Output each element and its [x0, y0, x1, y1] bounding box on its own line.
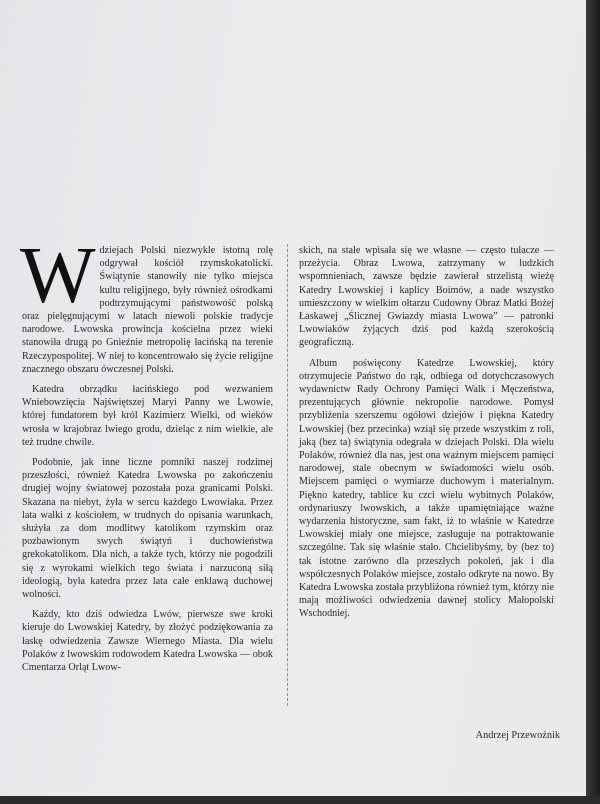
paragraph-3: Podobnie, jak inne liczne pomniki naszej rodzimej przeszłości, również Katedra Lwowska po zakończeniu drugiej wojny światowej pozostała poza granicami Polski. Skazana na niebyt, żyła w sercu każdego Lwowiaka. Przez lata walki z kościołem, w trudnych do opisania warunkach, służyła za dom modlitwy katolikom rzymskim oraz pozbawionym swych świątyń i duchowieństwa grekokatolikom. Dla nich, a także tych, którzy nie pogodzili się z wyrokami wielkich tego świata i narzuconą siłą ideologią, była katedra przez lata całe enklawą duchowej wolności. [22, 457, 273, 601]
paragraph-4: Każdy, kto dziś odwiedza Lwów, pierwsze swe kroki kieruje do Lwowskiej Katedry, by złożyć podziękowania za łaskę odwiedzenia Zawsze Wiernego Miasta. Dla wielu Polaków z lwowskim rodowodem Katedra Lwowska — obok Cmentarza Orląt Lwow- [22, 609, 273, 674]
page-edge [586, 0, 600, 804]
left-column [20, 232, 273, 681]
column-divider [287, 244, 288, 706]
paragraph-1-text: dziejach Polski niezwykle istotną rolę odgrywał kościół rzymskokatolicki. Świątynie stanowiły nie tylko miejsca kultu religijnego, były również ośrodkami podtrzymującymi państwowość polską oraz pielęgnującymi w latach niewoli polskie tradycje narodowe. Lwowska prowincja kościelna przez wieki stanowiła drugą po Gnieźnie metropolię łacińską na terenie Rzeczypospolitej. W niej to koncentrowało się życie religijne znacznego obszaru ówczesnej Polski. [22, 245, 273, 375]
author-signature: Andrzej Przewoźnik [475, 730, 560, 741]
paragraph-2: Katedra obrządku łacińskiego pod wezwaniem Wniebowzięcia Najświętszej Maryi Panny we Lwowie, której fundatorem był król Kazimierz Wielki, od wieków wrosła w krajobraz lwiego grodu, dzieląc z nim wielkie, ale też trudne chwile. [22, 384, 273, 448]
drop-cap: W [20, 232, 96, 320]
paragraph-6: Album poświęcony Katedrze Lwowskiej, który otrzymujecie Państwo do rąk, odbiega od dotychczasowych wydawnictw Rady Ochrony Pamięci Walk i Męczeństwa, prezentujących głównie nekropolie narodowe. Pomysł przybliżenia szerszemu ogółowi dziejów i piękna Katedry Lwowskiej (bez przecinka) wziął się przede wszystkim z roli, jaką (bez ta) świątynia odegrała w dziejach Polski. Dla wielu Polaków, również dla nas, jest ona ważnym miejscem pamięci narodowej, stale obecnym w świadomości wielu osób. Miejscem pamięci o wymiarze duchowym i materialnym. Piękno katedry, tablice ku czci wielu wybitnych Polaków, ordynariuszy lwowskich, a także upamiętniające ważne wydarzenia historyczne, sam fakt, iż to właśnie w Katedrze Lwowskiej miały one miejsce, zasługuje na potraktowanie szczególne. Tak się właśnie stało. Chcielibyśmy, by (bez to) tak istotne zarówno dla przeszłych pokoleń, jak i dla współczesnych Polaków miejsce, zostało odkryte na nowo. By Katedra Lwowska została przybliżona również tym, którzy nie mają możliwości odwiedzenia dawnej stolicy Małopolski Wschodniej. [299, 357, 554, 620]
right-column [299, 244, 554, 628]
paragraph-1 [20, 232, 273, 376]
paragraph-5: skich, na stałe wpisała się we własne — często tułacze — przeżycia. Obraz Lwowa, zatrzymany w ludzkich wspomnieniach, zawsze będzie zawierał strzelistą wieżę Katedry Lwowskiej i kaplicy Boimów, a nade wszystko umieszczony w wielkim ołtarzu Cudowny Obraz Matki Bożej Łaskawej „Ślicznej Gwiazdy miasta Lwowa” — patronki Lwowiaków żyjących dziś pod każdą szerokością geograficzną. [299, 245, 554, 349]
page-bottom-edge [0, 796, 600, 804]
